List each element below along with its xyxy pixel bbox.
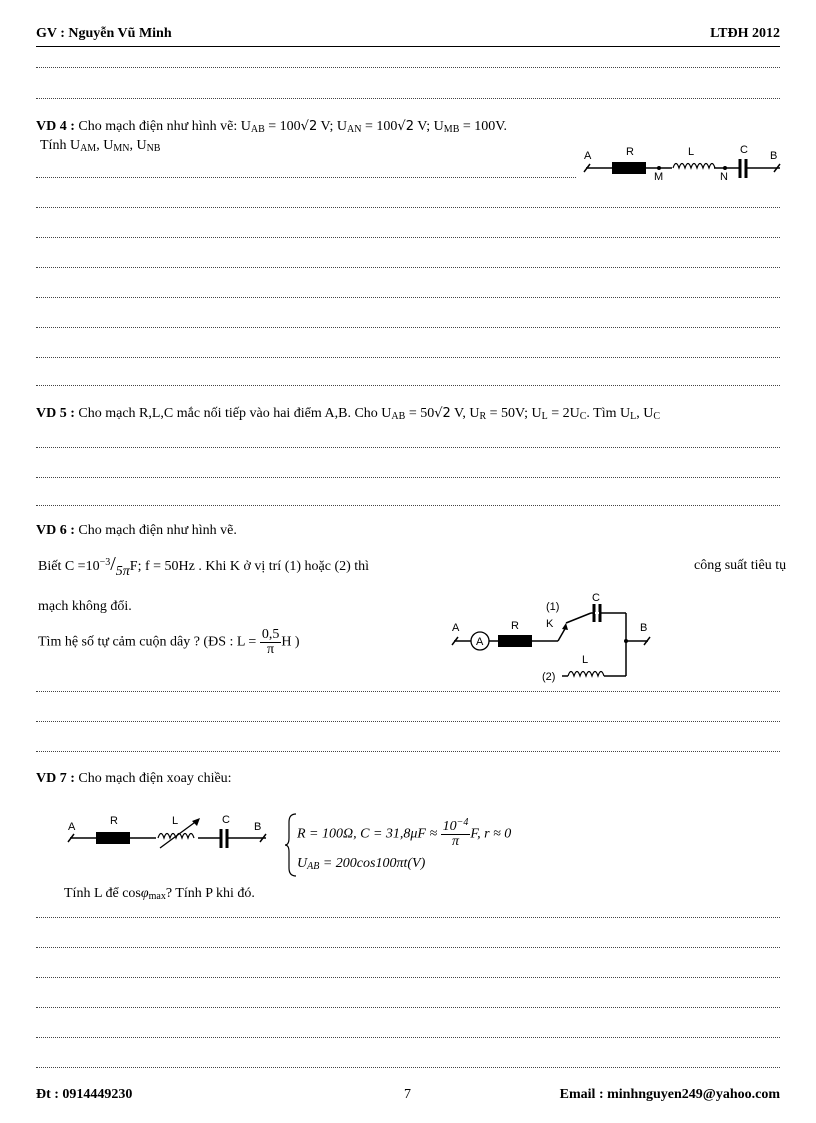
vd7-label-l: L (172, 815, 179, 827)
answer-line (36, 690, 780, 692)
node-m-dot (657, 166, 661, 170)
answer-line (36, 976, 780, 978)
vd6-label-l: L (582, 654, 589, 666)
resistor-symbol (96, 832, 130, 844)
page-footer (36, 1087, 780, 1107)
vd6-node-a: A (452, 622, 460, 634)
email-address: Email : minhnguyen249@yahoo.com (559, 1087, 780, 1102)
answer-line (36, 326, 780, 328)
vd4-node-n: N (720, 171, 728, 182)
vd7-system-line2: $U_{AB} = 200\cos 100\pi t(V)$ (297, 856, 426, 872)
ammeter-label: A (476, 636, 484, 648)
vd6-label-c: C (592, 593, 600, 604)
page-header (36, 26, 780, 47)
answer-line (36, 266, 780, 268)
vd4-node-a: A (584, 150, 592, 162)
answer-line (36, 384, 780, 386)
vd6-circuit-diagram (448, 593, 658, 683)
resistor-symbol (498, 635, 532, 647)
answer-line (36, 206, 780, 208)
vd6-question: Tìm hệ số tự cảm cuộn dây ? (ĐS : L = $\frac{0,5}{\pi}$ H ) (38, 627, 300, 657)
vd6-intro: VD 6 : Cho mạch điện như hình vẽ. (36, 523, 237, 538)
vd7-label-c: C (222, 814, 230, 826)
vd6-given: Biết $C =10^{-3}/5\pi F$; f = 50Hz . Khi K ở vị trí (1) hoặc (2) thì (38, 553, 370, 579)
answer-line (36, 66, 780, 68)
answer-line (36, 916, 780, 918)
vd6-label: VD 6 : (36, 523, 75, 538)
vd5-label: VD 5 : (36, 406, 75, 421)
node-n-dot (723, 166, 727, 170)
vd4-node-m: M (654, 171, 664, 182)
answer-line (36, 236, 780, 238)
answer-line (36, 720, 780, 722)
vd6-right-text: công suất tiêu tụ (694, 558, 787, 573)
answer-line (36, 446, 780, 448)
switch-label: K (546, 618, 554, 630)
vd6-label-r: R (511, 620, 519, 632)
resistor-symbol (612, 162, 646, 174)
vd4-question: Tính $U_{AM}$, $U_{MN}$, $U_{NB}$ (40, 138, 161, 154)
course-title: LTĐH 2012 (710, 26, 780, 41)
vd7-label: VD 7 : (36, 771, 75, 786)
capacitance-fraction: $\frac{10^{-4}}{\pi}$ (442, 817, 469, 849)
vd6-node-b: B (640, 622, 648, 634)
answer-line (36, 97, 780, 99)
vd7-intro: VD 7 : Cho mạch điện xoay chiều: (36, 771, 232, 786)
answer-line (36, 1066, 780, 1068)
answer-fraction: $\frac{0,5}{\pi}$ (261, 627, 280, 657)
answer-line (36, 504, 780, 506)
vd4-problem: VD 4 : Cho mạch điện như hình vẽ: $U_{AB} = 100√2$ V; $U_{AN} = 100√2$ V; $U_{MB} = 100V$. (36, 119, 508, 135)
author-name: GV : Nguyễn Vũ Minh (36, 26, 172, 41)
answer-line (36, 1006, 780, 1008)
answer-line (36, 356, 780, 358)
phone-number: Đt : 0914449230 (36, 1087, 133, 1102)
vd4-label-r: R (626, 146, 634, 158)
system-brace (284, 812, 298, 878)
vd7-node-b: B (254, 821, 262, 833)
vd7-circuit-diagram (64, 812, 274, 856)
vd5-problem: VD 5 : Cho mạch R,L,C mắc nối tiếp vào hai điểm A,B. Cho $U_{AB} = 50√2$ V, $U_R = 50V$; $U_L = 2U_C$. Tìm $U_L$, $U_C$ (36, 406, 661, 422)
vd4-circuit-diagram (580, 142, 785, 182)
answer-line (36, 750, 780, 752)
vd4-label-l: L (688, 146, 695, 158)
answer-line (36, 476, 780, 478)
position-2-label: (2) (542, 671, 556, 683)
vd7-question: Tính L để cosφ$_{max}$? Tính P khi đó. (64, 886, 255, 902)
vd7-label-r: R (110, 815, 118, 827)
vd7-node-a: A (68, 821, 76, 833)
vd4-label-c: C (740, 144, 748, 156)
page-number: 7 (404, 1087, 411, 1102)
vd4-label: VD 4 : (36, 119, 75, 134)
vd6-line3: mạch không đổi. (38, 599, 132, 614)
answer-line (36, 176, 576, 178)
answer-line (36, 296, 780, 298)
vd4-node-b: B (770, 150, 778, 162)
vd7-system-line1: R = 100Ω, C = 31,8μF ≈ $\frac{10^{-4}}{\pi}$ F, r ≈ 0 (297, 817, 512, 849)
answer-line (36, 946, 780, 948)
inductor-symbol (568, 672, 604, 677)
answer-line (36, 1036, 780, 1038)
position-1-label: (1) (546, 601, 560, 613)
